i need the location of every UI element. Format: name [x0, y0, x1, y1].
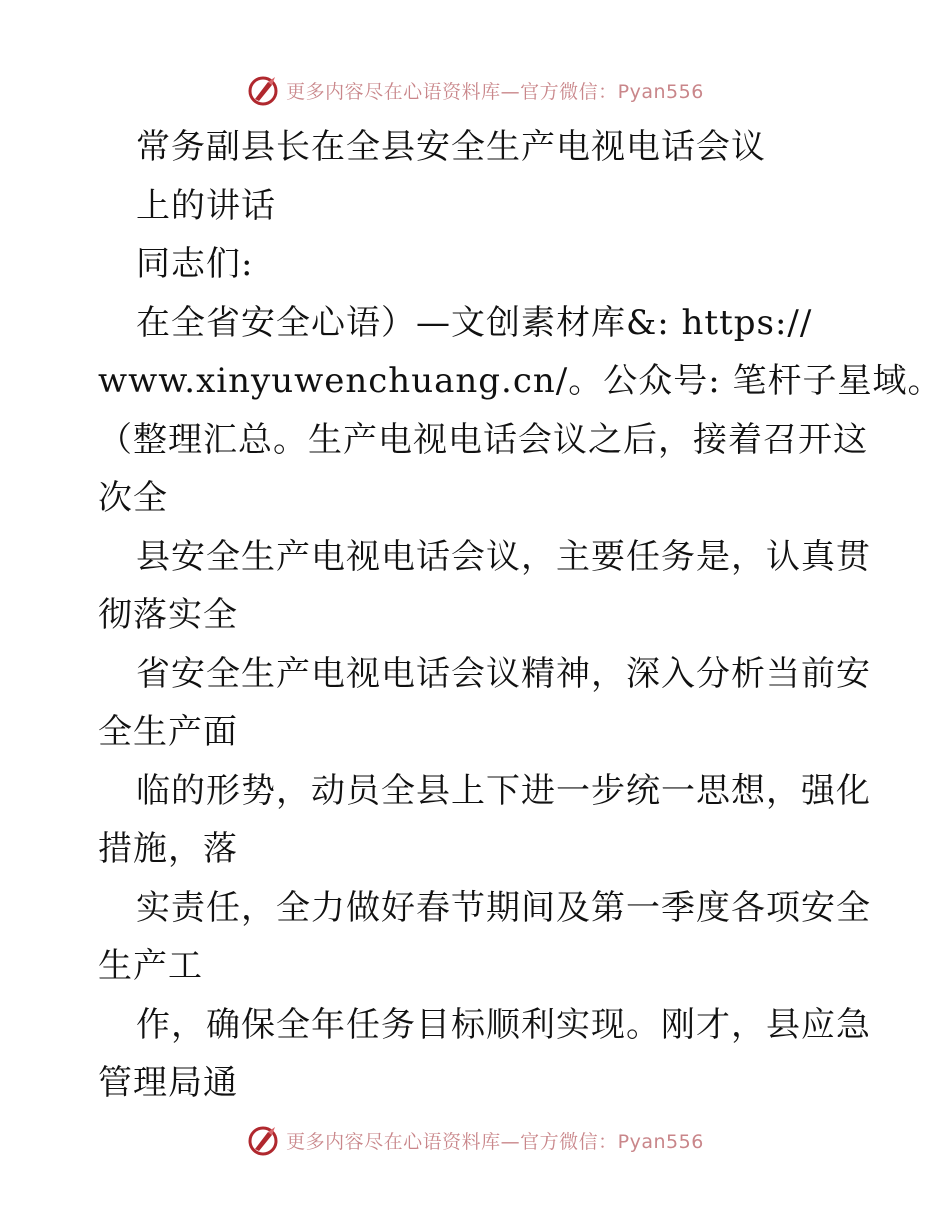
- text-line: 生产工: [98, 946, 203, 986]
- text-line: 常务副县长在全县安全生产电视电话会议: [136, 127, 766, 167]
- text-line: 上的讲话: [136, 185, 276, 226]
- text-line: 临的形势，动员全县上下进一步统一思想，强化: [136, 770, 871, 811]
- text-line: 省安全生产电视电话会议精神，深入分析当前安: [136, 653, 871, 694]
- text-line: www.xinyuwenchuang.cn/。公众号: 笔杆子星域。: [98, 361, 943, 401]
- quill-pen-logo-icon: [246, 73, 280, 107]
- header-watermark: [0, 70, 950, 110]
- footer-watermark-text: 更多内容尽在心语资料库—官方微信：Pyan556: [286, 1130, 704, 1153]
- text-line: 全生产面: [98, 712, 238, 752]
- footer-watermark: [0, 1120, 950, 1160]
- text-line: （整理汇总。生产电视电话会议之后，接着召开这: [98, 419, 868, 460]
- text-line: 作，确保全年任务目标顺利实现。刚才，县应急: [136, 1004, 871, 1045]
- text-line: 措施，落: [98, 829, 238, 869]
- text-line: 在全省安全心语）—文创素材库&: https://: [136, 302, 813, 343]
- document-body: [98, 118, 943, 1113]
- text-line: 次全: [98, 478, 168, 518]
- text-line: 实责任，全力做好春节期间及第一季度各项安全: [136, 887, 871, 928]
- header-watermark-text: 更多内容尽在心语资料库—官方微信：Pyan556: [286, 80, 704, 103]
- text-line: 县安全生产电视电话会议，主要任务是，认真贯: [136, 536, 871, 577]
- text-line: 彻落实全: [98, 595, 238, 635]
- text-line: 管理局通: [98, 1063, 238, 1103]
- text-line: 同志们:: [136, 244, 254, 284]
- quill-pen-logo-icon: [246, 1123, 280, 1157]
